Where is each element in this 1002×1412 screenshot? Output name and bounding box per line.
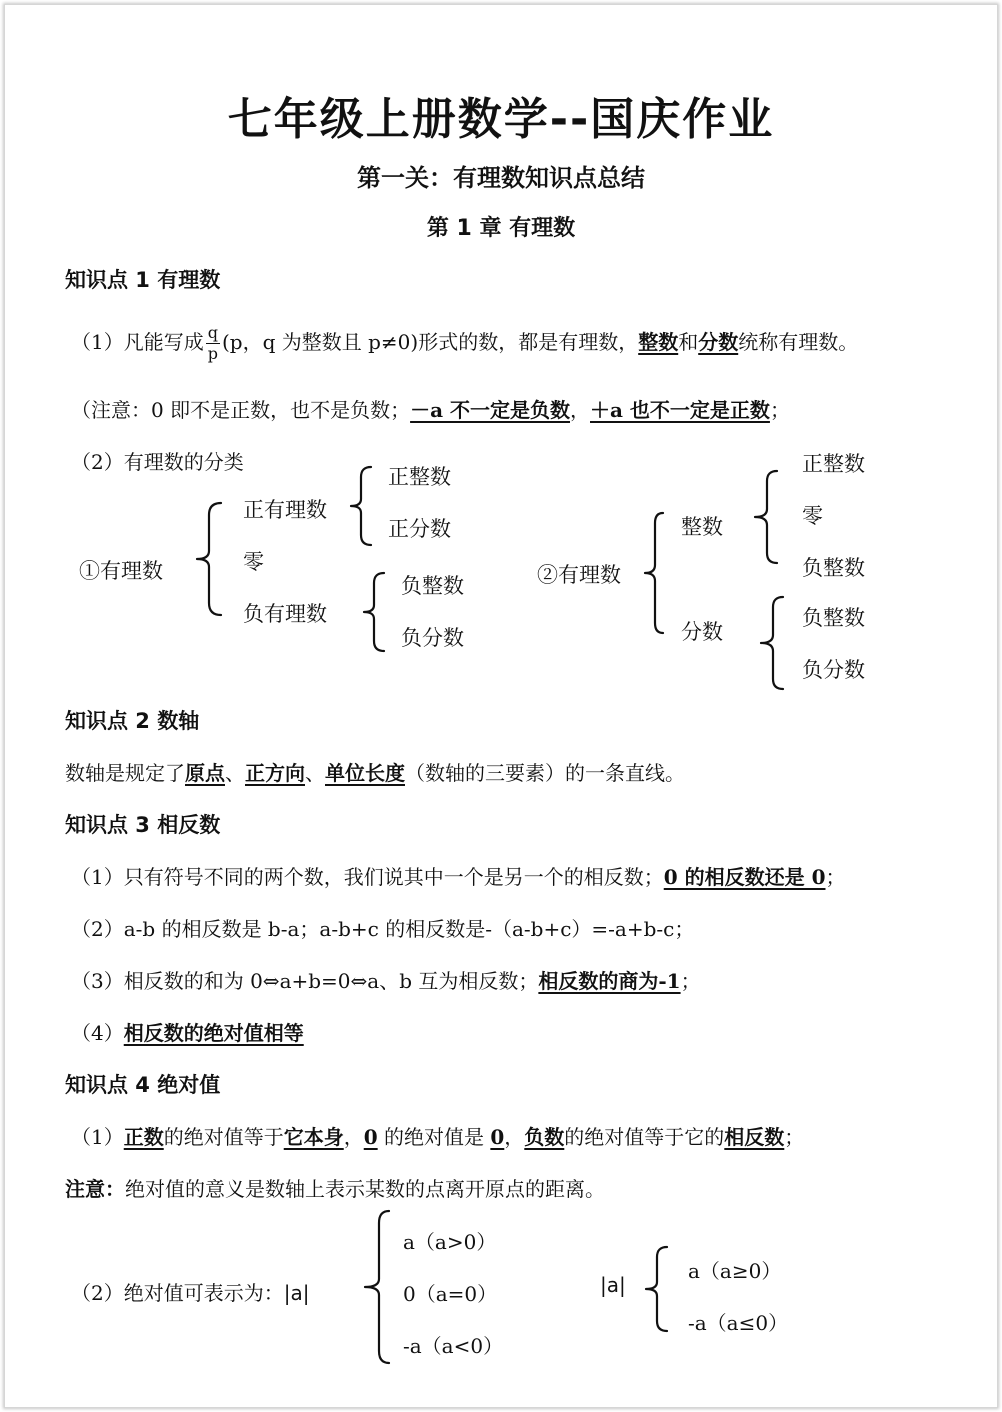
abs-cases-brace-b	[641, 1245, 675, 1333]
tree1-neg-frac: 负分数	[401, 626, 464, 650]
kp4-line1-t2: ，	[343, 1125, 364, 1149]
keyword-positive: 正数	[123, 1125, 164, 1149]
abs-case-zero: 0（a=0）	[403, 1282, 498, 1306]
kp4-heading: 知识点 4 绝对值	[65, 1073, 221, 1097]
keyword-neg-a: －a 不一定是负数	[410, 398, 571, 422]
kp4-line2-pre: （2）绝对值可表示为：	[71, 1281, 284, 1305]
tree1-neg-int: 负整数	[401, 574, 464, 598]
kp3-line4	[71, 1017, 304, 1046]
keyword-zero-opposite: 0 的相反数还是 0	[663, 865, 826, 889]
kp3-line4-pre: （4）	[71, 1021, 124, 1045]
kp3-line3-post: ；	[680, 969, 701, 993]
abs-symbol-a: |a|	[283, 1281, 310, 1305]
keyword-zero-b: 0	[490, 1125, 505, 1149]
tree2-zero: 零	[802, 504, 823, 528]
abs-case-nonneg: a（a≥0）	[688, 1259, 782, 1283]
fraction-denominator: p	[207, 344, 218, 363]
tree2-fraction-brace	[755, 595, 791, 691]
kp1-note-pre: （注意：0 即不是正数，也不是负数；	[71, 398, 411, 422]
tree1-root-brace	[191, 501, 231, 617]
keyword-unit-length: 单位长度	[325, 761, 405, 785]
kp4-line1-t6: ；	[784, 1125, 805, 1149]
keyword-itself: 它本身	[283, 1125, 344, 1149]
kp1-line1-pre: （1）凡能写成	[71, 330, 204, 354]
tree2-root-brace	[641, 511, 671, 635]
tree2-neg-int: 负整数	[802, 556, 865, 580]
abs-symbol-b: |a|	[600, 1273, 626, 1297]
keyword-zero-a: 0	[363, 1125, 378, 1149]
kp1-note-comma: ，	[570, 398, 591, 422]
kp1-note	[71, 394, 790, 423]
fraction-numerator: q	[207, 323, 218, 342]
kp4-line1-t3: 的绝对值是	[377, 1125, 491, 1149]
keyword-fraction: 分数	[698, 330, 739, 354]
keyword-opposite: 相反数	[724, 1125, 785, 1149]
kp2-sep1: 、	[225, 761, 245, 785]
fraction-q-over-p	[206, 323, 220, 364]
tree2-pos-int: 正整数	[802, 452, 865, 476]
tree2-integer: 整数	[681, 515, 723, 539]
kp1-line1-mid: (p，q 为整数且 p≠0)形式的数，都是有理数，	[221, 330, 639, 354]
kp4-line1-t1: 的绝对值等于	[163, 1125, 284, 1149]
kp1-line2: （2）有理数的分类	[71, 450, 244, 474]
kp3-line1-pre: （1）只有符号不同的两个数，我们说其中一个是另一个的相反数；	[71, 865, 664, 889]
kp4-line2	[71, 1277, 309, 1306]
keyword-integer: 整数	[638, 330, 679, 354]
kp4-line1-t4: ，	[504, 1125, 525, 1149]
kp1-line1-and: 和	[678, 330, 699, 354]
kp2-sep2: 、	[305, 761, 325, 785]
abs-case-nonpos: -a（a≤0）	[688, 1311, 789, 1335]
tree1-pos-frac: 正分数	[388, 517, 451, 541]
tree1-zero: 零	[243, 550, 264, 574]
tree1-negative: 负有理数	[243, 602, 327, 626]
kp2-heading: 知识点 2 数轴	[65, 709, 200, 733]
keyword-abs-equal: 相反数的绝对值相等	[123, 1021, 304, 1045]
kp3-line2: （2）a-b 的相反数是 b-a；a-b+c 的相反数是-（a-b+c）=-a+b-c；	[71, 917, 695, 941]
kp1-note-post: ；	[769, 398, 790, 422]
kp1-heading: 知识点 1 有理数	[65, 268, 221, 292]
abs-cases-brace-a	[359, 1209, 397, 1365]
kp4-note-label: 注意：	[65, 1177, 125, 1201]
tree1-pos-int: 正整数	[388, 465, 451, 489]
kp3-line1-post: ；	[825, 865, 846, 889]
kp3-heading: 知识点 3 相反数	[65, 813, 221, 837]
tree2-integer-brace	[749, 469, 785, 565]
kp1-line1-post: 统称有理数。	[738, 330, 859, 354]
kp4-line1-pre: （1）	[71, 1125, 124, 1149]
kp3-line1	[71, 861, 846, 890]
page-subtitle: 第一关：有理数知识点总结	[357, 164, 645, 192]
kp2-post: （数轴的三要素）的一条直线。	[405, 761, 685, 785]
kp3-line3	[71, 965, 701, 994]
keyword-direction: 正方向	[245, 761, 305, 785]
keyword-pos-a: ＋a 也不一定是正数	[590, 398, 770, 422]
tree2-frac-b: 负分数	[802, 658, 865, 682]
tree2-fraction: 分数	[681, 620, 723, 644]
tree2-frac-a: 负整数	[802, 606, 865, 630]
tree1-positive-brace	[345, 465, 379, 547]
abs-case-positive: a（a>0）	[403, 1230, 497, 1254]
kp2-pre: 数轴是规定了	[65, 761, 185, 785]
kp1-line1	[71, 323, 858, 364]
document-page	[4, 4, 998, 1408]
tree1-root: ①有理数	[79, 559, 163, 583]
page-title: 七年级上册数学--国庆作业	[227, 94, 775, 145]
chapter-heading: 第 1 章 有理数	[426, 216, 576, 241]
kp4-note	[65, 1173, 605, 1202]
keyword-negative: 负数	[524, 1125, 565, 1149]
kp4-line1-t5: 的绝对值等于它的	[564, 1125, 725, 1149]
tree2-root: ②有理数	[537, 563, 621, 587]
keyword-quotient: 相反数的商为-1	[538, 969, 681, 993]
kp3-line3-pre: （3）相反数的和为 0⇔a+b=0⇔a、b 互为相反数；	[71, 969, 539, 993]
keyword-origin: 原点	[185, 761, 225, 785]
tree1-positive: 正有理数	[243, 498, 327, 522]
kp2-line	[65, 757, 685, 786]
tree1-negative-brace	[358, 571, 392, 653]
kp4-note-text: 绝对值的意义是数轴上表示某数的点离开原点的距离。	[125, 1177, 605, 1201]
abs-case-negative: -a（a<0）	[403, 1334, 504, 1358]
kp4-line1	[71, 1121, 804, 1150]
